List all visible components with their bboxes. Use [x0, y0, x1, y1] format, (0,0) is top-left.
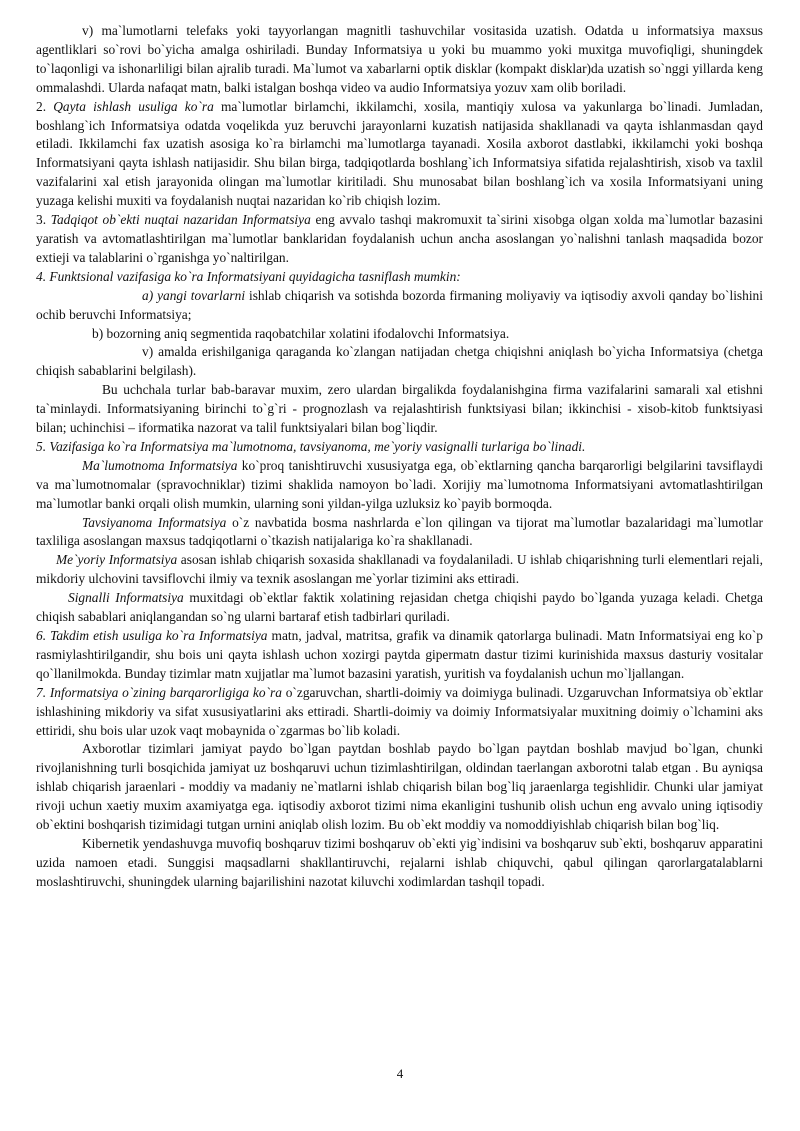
paragraph-reference-info — [36, 457, 763, 514]
term-stability: 7. Informatsiya o`zining barqarorligiga ko`ra — [36, 684, 282, 700]
term-processing-method: Qayta ishlash usuliga ko`ra — [53, 98, 214, 114]
paragraph-text: ma`lumotlar birlamchi, ikkilamchi, xosila, mantiqiy xulosa va yakunlarga bo`linadi. Jumladan, boshlang`ich Informatsiya odatda voqelikda yuz beruvchi jarayonlarni kuzatish natijasida shakllanadi va qayta ishlanmasdan qayd etiladi. Ikkilamchi fax uzatish asosiga ko`ra birlamchi ma`lumotlarga tayanadi. Xosila axborot dastlabki, ikkilamchi yoki boshqa Informatsiyani qayta ishlash natijasidir. Shu bilan birga, tadqiqotlarda boshlang`ich Informatsiya sifatida rejalashtirish, xisob va taxlil vazifalarini xal etish jarayonida olingan ma`lumotlar kiritiladi. Shu munosabat bilan boshlang`ich va xosila Informatsiyani uning yuzaga kelishi muxiti va foydalanish nuqtai nazaridan ko`rib chiqish lozim. — [36, 98, 763, 209]
paragraph-text: eng avvalo tashqi makromuxit ta`sirini xisobga olgan xolda ma`lumotlar bazasini yaratish va avtomatlashtirilgan ma`lumotlar banklaridan foydalanish uchun ancha asoslangan yo`nalishni tanlash maqsadida bozor extieji va talablarini o`rganishga yo`naltirilgan. — [36, 212, 763, 265]
paragraph-text: muxitdagi ob`ektlar faktik xolatining rejasidan chetga chiqishi paydo bo`lganda yuzaga keladi. Chetga chiqish sabablari aniqlangandan so`ng ularni bartaraf etish tadbirlari quriladi. — [36, 590, 763, 625]
paragraph-stability — [36, 684, 763, 741]
term-new-goods: a) yangi tovarlarni — [142, 287, 246, 303]
paragraph-text: o`z navbatida bosma nashrlarda e`lon qilingan va tijorat ma`lumotlar bazalaridagi ma`lumotlar taxliliga asoslangan maxsus tadqiqotlarni o`tkazish natijalariga ko`ra shakllanadi. — [36, 514, 763, 549]
paragraph-functional-heading: 4. Funktsional vazifasiga ko`ra Informatsiyani quyidagicha tasniflash mumkin: — [36, 268, 461, 284]
term-recommendation-info: Tavsiyanoma Informatsiya — [82, 514, 227, 530]
paragraph-text: asosan ishlab chiqarish soxasida shakllanadi va foydalaniladi. U ishlab chiqarishning turli elementlari rejali, mikdoriy ulchovini tavsiflovchi ilmiy va texnik asoslangan me`yorlar tizimini aks ettiradi. — [36, 552, 763, 587]
term-research-object: Tadqiqot ob`ekti nuqtai nazaridan Informatsiya — [50, 212, 311, 228]
paragraph-signal-info — [36, 589, 763, 627]
paragraph-text: ko`proq tanishtiruvchi xususiyatga ega, ob`ektlarning qancha barqarorligi belgilarini tavsiflaydi va ma`lumotnomalar (spravochniklar) tizimi shaklida namoyon bo`ladi. Xorijiy ma`lumotnoma Informatsiyani avtomatlashtirilgan ma`lumotlar banki orqali olish mumkin, ularning soni yildan-yilga uzluksiz ko`payib bormoqda. — [36, 457, 763, 511]
page-number: 4 — [396, 1066, 404, 1081]
paragraph-item-b: b) bozorning aniq segmentida raqobatchilar xolatini ifodalovchi Informatsiya. — [92, 325, 510, 341]
paragraph-text: matn, jadval, matritsa, grafik va dinamik qatorlarga bulinadi. Matn Informatsiyai eng ko`p rasmiylashtirilgandir, shu bois uni qayta ishlash uchon xozirgi paytda gipermatn dastur tizimi kurinishida maxsus dasturiy vositalar qo`llanilmokda. Bunday tizimlar matn xujjatlar ma`lumot bazasini yaratish, yuritish va foydalanish uchun mo`ljallangan. — [36, 628, 763, 681]
paragraph-text: ishlab chiqarish va sotishda bozorda firmaning moliyaviy va iqtisodiy axvoli qanday bo`lishini ochib beruvchi Informatsiya; — [36, 287, 763, 322]
paragraph-presentation-method — [36, 627, 763, 684]
paragraph-processing-method — [36, 98, 763, 211]
paragraph-cybernetic-approach: Kibernetik yendashuvga muvofiq boshqaruv tizimi boshqaruv ob`ekti yig`indisini va boshqaruv sub`ekti, boshqaruv apparatini uzida namoen etadi. Sunggisi maqsadlarni shakllantiruvchi, rejalarni ishlab chiquvchi, qabul qilingan qarorlargatalablarni moslashtiruvchi, shuningdek ularning bajarilishini nazotat kiluvchi xodimlardan tashqil topadi. — [36, 835, 763, 889]
list-number: 3. — [36, 212, 51, 228]
paragraph-information-systems: Axborotlar tizimlari jamiyat paydo bo`lgan paytdan boshlab paydo bo`lgan paytdan boshlab mavjud bo`lgan, chunki rivojlanishning turli bosqichida jamiyat uz boshqaruvi uchun tizimlashtirilgan, oldindan taerlangan axborotni talab etgan . Bu ayniqsa ishlab chiqarish jaraenlari - moddiy va madaniy ne`matlarni ishlab chiqarish bilan bog`liq jaraenlarga tegishlidir. Chunki ular jamiyat rivoji uchun xaetiy muxim axamiyatga ega. iqtisodiy axborot tizimi nima ekanligini tushunib olish uchun eng avvalo uning iqtisodiy ob`ektini boshqarish tizimidagi tutgan urnini aniqlab olish lozim. Bu ob`ekt moddiy va nomoddiyishlab chiqarish bilan bog`liq. — [36, 741, 763, 833]
document-page — [36, 22, 763, 892]
paragraph-three-types: Bu uchchala turlar bab-baravar muxim, zero ulardan birgalikda foydalanishgina firma vazifalarini samarali xal etishni ta`minlaydi. Informatsiyaning birinchi to`g`ri - prognozlash va rejalashtirish funktsiyasi bilan; ikkinchisi - xisob-kitob funktsiyasi bilan; uchinchisi – iformatika nazorat va talil funktsiyalari bilan bog`liqdir. — [36, 382, 763, 436]
term-presentation-method: 6. Takdim etish usuliga ko`ra Informatsiya — [36, 628, 268, 643]
paragraph-transmission-methods: v) ma`lumotlarni telefaks yoki tayyorlangan magnitli tashuvchilar vositasida uzatish. Odatda u informatsiya maxsus agentliklari so`rovi bo`yicha amalga oshiriladi. Bunday Informatsiya u yoki bu muammo yoki muxitga muvofiqligi, shuningdek to`laqonligi va ishonarliligi bilan ajralib turadi. Ma`lumot va xabarlarni optik disklar (kompakt disklar)da uzatish so`nggi yillarda keng ommalashdi. Ularda nafaqat matn, balki istalgan boshqa video va audio Informatsiya yozuv xam olib boriladi. — [36, 23, 763, 95]
paragraph-normative-info — [36, 551, 763, 589]
term-normative-info: Me`yoriy Informatsiya — [56, 552, 178, 568]
paragraph-text: o`zgaruvchan, shartli-doimiy va doimiyga bulinadi. Uzgaruvchan Informatsiya ob`ektlar ishlashining mikdoriy va sifat xususiyatlarini aks ettiradi. Shartli-doimiy va doimiy Informatsiyalar muxitning doimiy o`lchamini aks ettiridi, shu bois ular uzok vaqt mobaynida o`zgarmas bo`lib koladi. — [36, 684, 763, 738]
paragraph-item-v: v) amalda erishilganiga qaraganda ko`zlangan natijadan chetga chiqishni aniqlash bo`yicha Informatsiya (chetga chiqish sabablarini belgilash). — [36, 344, 763, 379]
term-signal-info: Signalli Informatsiya — [68, 590, 184, 606]
term-reference-info: Ma`lumotnoma Informatsiya — [82, 457, 238, 473]
paragraph-item-a — [36, 287, 763, 325]
paragraph-research-object — [36, 211, 763, 268]
list-number: 2. — [36, 98, 54, 114]
paragraph-recommendation-info — [36, 514, 763, 552]
paragraph-purpose-heading: 5. Vazifasiga ko`ra Informatsiya ma`lumotnoma, tavsiyanoma, me`yoriy vasignalli turlariga bo`linadi. — [36, 438, 586, 454]
